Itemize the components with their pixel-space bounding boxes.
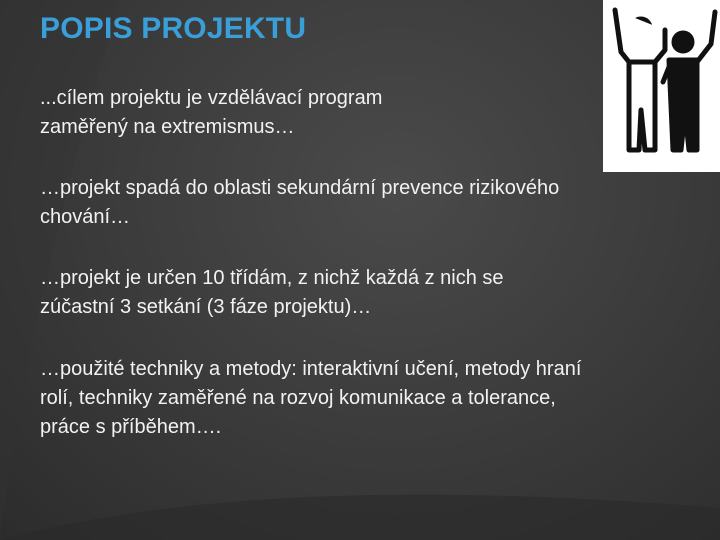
- paragraph-prevention: …projekt spadá do oblasti sekundární prevence rizikového chování…: [40, 177, 560, 228]
- two-people-waving-icon: [603, 0, 720, 172]
- slide-title: POPIS PROJEKTU: [40, 12, 307, 45]
- paragraph-goal: ...cílem projektu je vzdělávací program zaměřený na extremismus…: [40, 87, 383, 138]
- paragraph-methods: …použité techniky a metody: interaktivní učení, metody hraní rolí, techniky zaměřené na rozvoj komunikace a tolerance, práce s příběhem….: [40, 358, 582, 438]
- paragraph-target-classes: …projekt je určen 10 třídám, z nichž každá z nich se zúčastní 3 setkání (3 fáze projektu)…: [40, 267, 504, 318]
